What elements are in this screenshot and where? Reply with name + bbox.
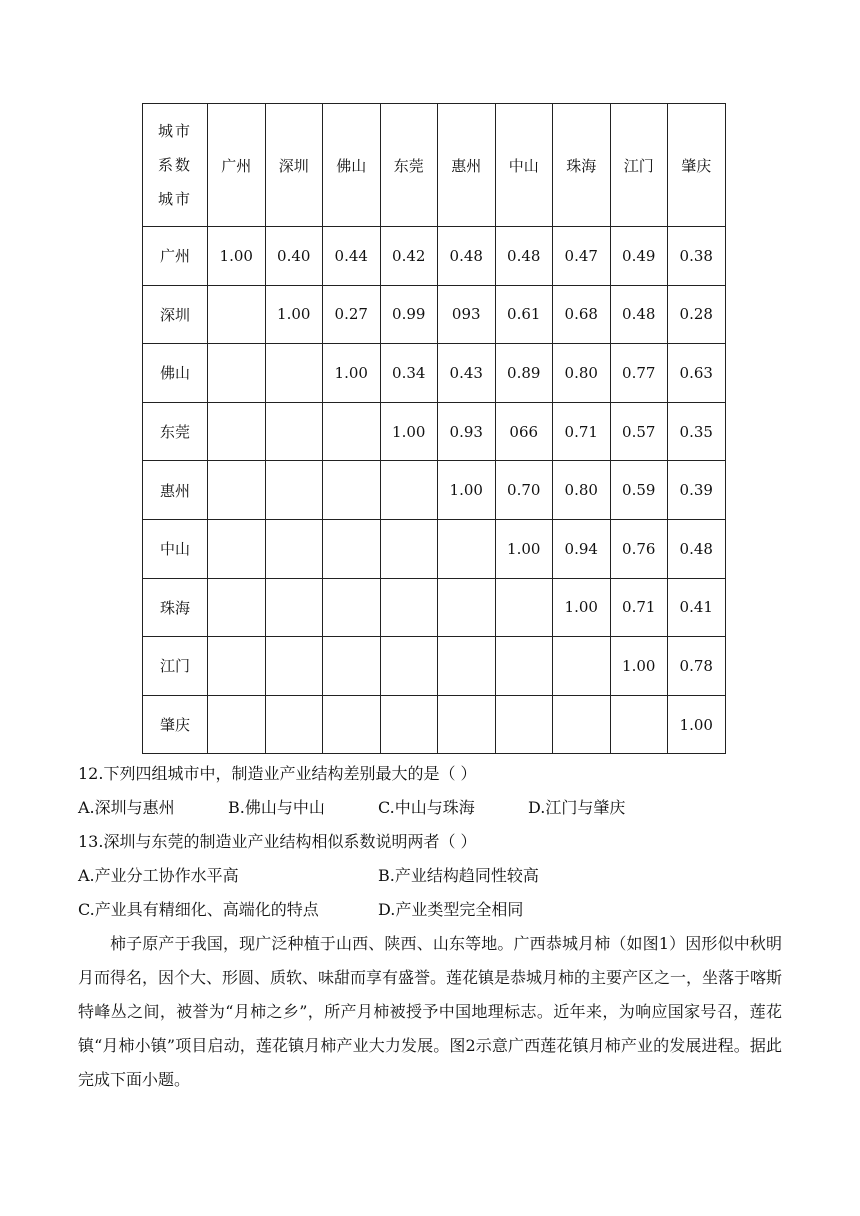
coefficient-cell [438, 578, 496, 637]
coefficient-cell [323, 519, 381, 578]
column-header-zhongshan: 中山 [495, 104, 553, 227]
q13-option-a[interactable]: A.产业分工协作水平高 [78, 866, 239, 885]
q12-option-a[interactable]: A.深圳与惠州 [78, 798, 175, 817]
column-header-huizhou: 惠州 [438, 104, 496, 227]
coefficient-cell: 0.27 [323, 285, 381, 344]
coefficient-cell [323, 578, 381, 637]
coefficient-cell [265, 519, 323, 578]
coefficient-cell [208, 637, 266, 696]
coefficient-cell [208, 344, 266, 403]
coefficient-cell [553, 637, 611, 696]
coefficient-cell [495, 695, 553, 754]
coefficient-cell: 0.77 [610, 344, 668, 403]
coefficient-cell [380, 519, 438, 578]
table-body [143, 104, 726, 754]
coefficient-cell [208, 695, 266, 754]
coefficient-cell [265, 344, 323, 403]
row-header-cell: 广州 [143, 227, 208, 286]
coefficient-cell: 0.99 [380, 285, 438, 344]
q13-option-d[interactable]: D.产业类型完全相同 [378, 900, 524, 919]
coefficient-cell: 0.63 [668, 344, 726, 403]
column-header-guangzhou: 广州 [208, 104, 266, 227]
coefficient-cell: 066 [495, 402, 553, 461]
coefficient-cell: 1.00 [495, 519, 553, 578]
coefficient-cell: 0.71 [553, 402, 611, 461]
q12-option-b[interactable]: B.佛山与中山 [228, 798, 325, 817]
table-row [143, 637, 726, 696]
column-header-foshan: 佛山 [323, 104, 381, 227]
coefficient-cell: 0.78 [668, 637, 726, 696]
column-header-zhuhai: 珠海 [553, 104, 611, 227]
coefficient-cell [438, 519, 496, 578]
coefficient-cell: 0.40 [265, 227, 323, 286]
row-header-cell: 中山 [143, 519, 208, 578]
table-row [143, 227, 726, 286]
table-row [143, 402, 726, 461]
row-header-cell: 深圳 [143, 285, 208, 344]
coefficient-cell: 0.68 [553, 285, 611, 344]
coefficient-cell: 0.80 [553, 344, 611, 403]
coefficient-cell [380, 461, 438, 520]
coefficient-cell [438, 637, 496, 696]
row-header-cell: 珠海 [143, 578, 208, 637]
coefficient-cell: 0.93 [438, 402, 496, 461]
coefficient-cell: 0.61 [495, 285, 553, 344]
coefficient-cell: 0.59 [610, 461, 668, 520]
coefficient-cell: 0.35 [668, 402, 726, 461]
coefficient-cell: 0.70 [495, 461, 553, 520]
coefficient-cell: 0.80 [553, 461, 611, 520]
coefficient-cell [265, 578, 323, 637]
coefficient-cell: 0.39 [668, 461, 726, 520]
coefficient-cell [208, 285, 266, 344]
corner-label-coefficient: 系数 [157, 156, 192, 174]
coefficient-cell: 0.57 [610, 402, 668, 461]
coefficient-cell: 0.34 [380, 344, 438, 403]
table-row [143, 519, 726, 578]
coefficient-cell [265, 461, 323, 520]
question-12-stem: 12.下列四组城市中，制造业产业结构差别最大的是（ ） [78, 764, 477, 783]
coefficient-cell: 0.48 [610, 285, 668, 344]
table-row [143, 695, 726, 754]
table-row [143, 578, 726, 637]
q12-option-c[interactable]: C.中山与珠海 [378, 798, 475, 817]
coefficient-cell [438, 695, 496, 754]
row-header-cell: 东莞 [143, 402, 208, 461]
coefficient-cell [323, 695, 381, 754]
coefficient-cell: 0.42 [380, 227, 438, 286]
coefficient-cell: 0.89 [495, 344, 553, 403]
coefficient-cell: 1.00 [553, 578, 611, 637]
row-header-cell: 肇庆 [143, 695, 208, 754]
table-row [143, 344, 726, 403]
coefficient-cell: 1.00 [380, 402, 438, 461]
coefficient-cell: 1.00 [668, 695, 726, 754]
row-header-cell: 惠州 [143, 461, 208, 520]
coefficient-cell [265, 402, 323, 461]
reading-passage: 柿子原产于我国，现广泛种植于山西、陕西、山东等地。广西恭城月柿（如图1）因形似中秋明月而得名，因个大、形圆、质软、味甜而享有盛誉。莲花镇是恭城月柿的主要产区之一，坐落于喀斯特峰丛之间，被誉为“月柿之乡”，所产月柿被授予中国地理标志。近年来，为响应国家号召，莲花镇“月柿小镇”项目启动，莲花镇月柿产业大力发展。图2示意广西莲花镇月柿产业的发展进程。据此完成下面小题。 [78, 934, 783, 1089]
coefficient-cell: 1.00 [208, 227, 266, 286]
coefficient-cell: 0.48 [668, 519, 726, 578]
coefficient-cell [265, 637, 323, 696]
q13-option-b[interactable]: B.产业结构趋同性较高 [378, 866, 539, 885]
table-row [143, 461, 726, 520]
coefficient-cell [380, 637, 438, 696]
question-13-stem: 13.深圳与东莞的制造业产业结构相似系数说明两者（ ） [78, 832, 477, 851]
coefficient-cell: 0.48 [438, 227, 496, 286]
coefficient-cell: 0.28 [668, 285, 726, 344]
coefficient-cell: 0.71 [610, 578, 668, 637]
coefficient-cell [323, 461, 381, 520]
column-header-shenzhen: 深圳 [265, 104, 323, 227]
corner-header-cell [143, 104, 208, 227]
coefficient-cell: 1.00 [438, 461, 496, 520]
similarity-coefficient-table [142, 103, 726, 754]
coefficient-cell [208, 402, 266, 461]
corner-label-row-city: 城市 [157, 122, 192, 140]
coefficient-cell [208, 461, 266, 520]
coefficient-cell: 0.44 [323, 227, 381, 286]
coefficient-cell [380, 578, 438, 637]
coefficient-cell: 0.49 [610, 227, 668, 286]
q13-option-c[interactable]: C.产业具有精细化、高端化的特点 [78, 900, 319, 919]
coefficient-cell [380, 695, 438, 754]
coefficient-cell [323, 637, 381, 696]
coefficient-cell [495, 578, 553, 637]
column-header-dongguan: 东莞 [380, 104, 438, 227]
coefficient-cell: 0.76 [610, 519, 668, 578]
coefficient-cell: 093 [438, 285, 496, 344]
corner-label-column-city: 城市 [157, 190, 192, 208]
coefficient-cell [208, 519, 266, 578]
row-header-cell: 江门 [143, 637, 208, 696]
coefficient-cell: 0.94 [553, 519, 611, 578]
coefficient-cell: 1.00 [265, 285, 323, 344]
column-header-zhaoqing: 肇庆 [668, 104, 726, 227]
table-header-row [143, 104, 726, 227]
row-header-cell: 佛山 [143, 344, 208, 403]
coefficient-cell [208, 578, 266, 637]
q12-option-d[interactable]: D.江门与肇庆 [528, 798, 626, 817]
table-row [143, 285, 726, 344]
coefficient-cell: 0.43 [438, 344, 496, 403]
coefficient-cell [610, 695, 668, 754]
coefficient-cell: 1.00 [610, 637, 668, 696]
coefficient-cell: 0.47 [553, 227, 611, 286]
coefficient-cell: 0.41 [668, 578, 726, 637]
coefficient-cell: 0.38 [668, 227, 726, 286]
column-header-jiangmen: 江门 [610, 104, 668, 227]
coefficient-cell [323, 402, 381, 461]
coefficient-cell: 0.48 [495, 227, 553, 286]
coefficient-cell: 1.00 [323, 344, 381, 403]
coefficient-cell [553, 695, 611, 754]
coefficient-cell [265, 695, 323, 754]
coefficient-cell [495, 637, 553, 696]
